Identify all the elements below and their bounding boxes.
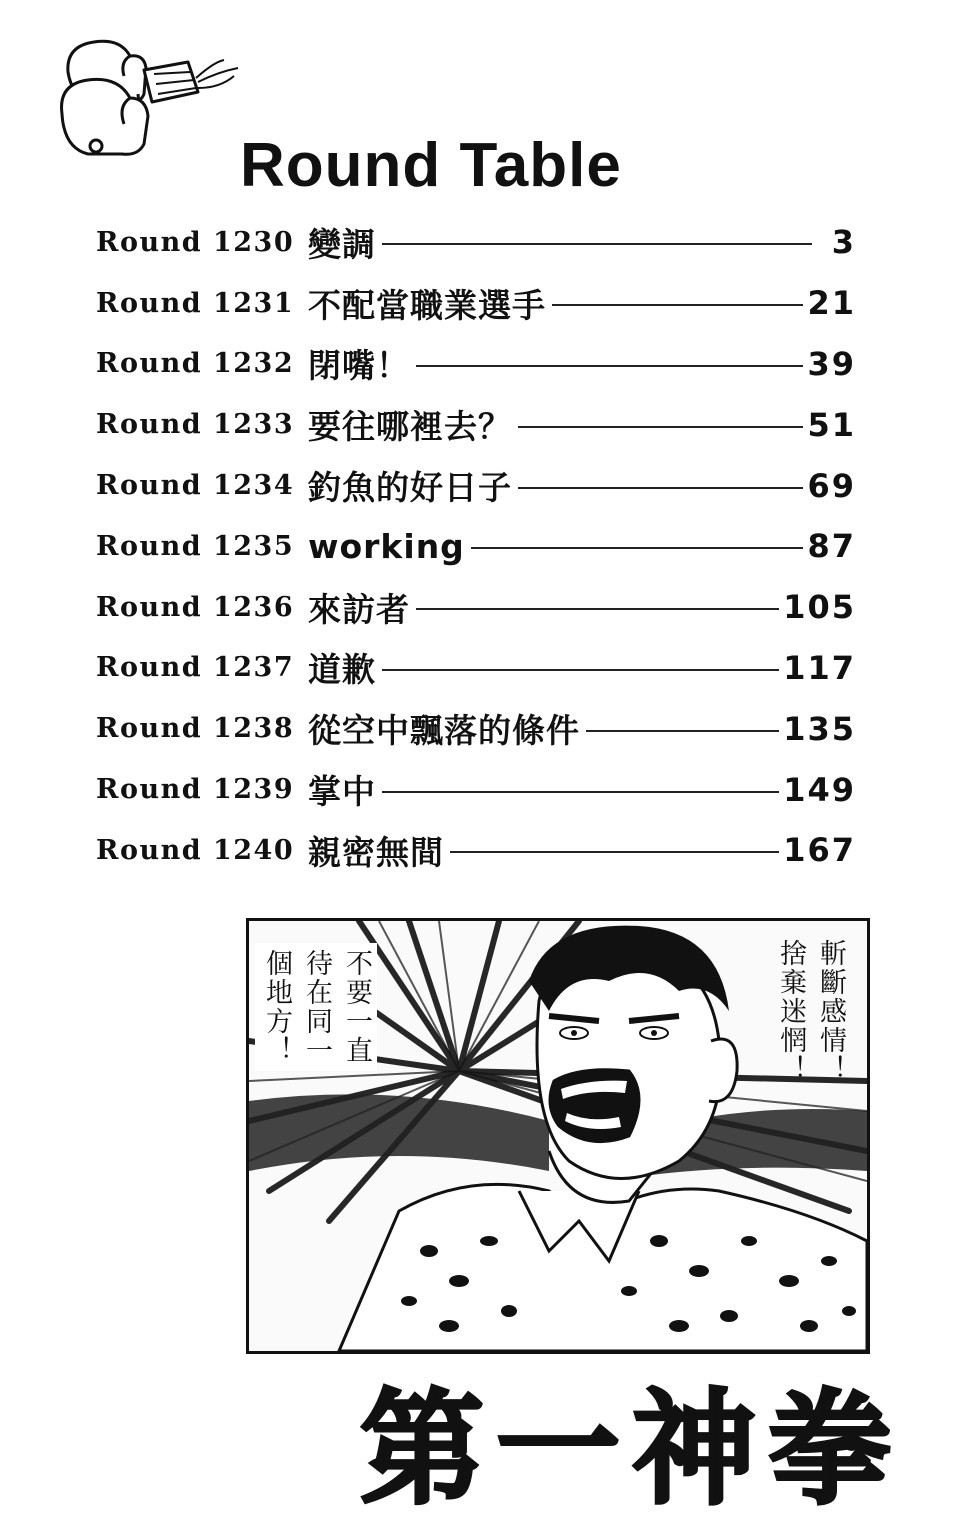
speech-bubble-right xyxy=(769,935,851,1088)
round-number: Round 1236 xyxy=(96,591,295,623)
dot-leader xyxy=(518,487,803,489)
speech-line: 斬斷感情！ xyxy=(815,939,846,1084)
chapter-title: 變調 xyxy=(308,224,376,264)
toc-row xyxy=(96,820,856,881)
chapter-title: 掌中 xyxy=(308,772,376,812)
dot-leader xyxy=(586,730,779,732)
chapter-title: 不配當職業選手 xyxy=(308,285,546,325)
round-number: Round 1235 xyxy=(96,530,295,562)
chapter-title: 從空中飄落的條件 xyxy=(308,711,580,751)
page-number: 3 xyxy=(831,223,856,262)
page-number: 149 xyxy=(783,770,856,809)
dot-leader xyxy=(450,851,779,853)
round-number: Round 1233 xyxy=(96,409,295,441)
page-number: 117 xyxy=(783,648,856,687)
page-number: 167 xyxy=(783,831,856,870)
round-number: Round 1234 xyxy=(96,470,295,502)
round-number: Round 1237 xyxy=(96,652,295,684)
toc-row xyxy=(96,273,856,334)
dot-leader xyxy=(382,243,812,245)
toc-row xyxy=(96,577,856,638)
round-number: Round 1231 xyxy=(96,287,295,319)
dot-leader xyxy=(382,669,779,671)
round-number: Round 1230 xyxy=(96,226,295,258)
speech-line: 個地方！ xyxy=(261,949,292,1065)
page-number: 135 xyxy=(783,709,856,748)
page-number: 87 xyxy=(807,527,856,566)
chapter-title: 閉嘴！ xyxy=(308,346,410,386)
speech-line: 待在同一 xyxy=(301,949,332,1065)
toc-row xyxy=(96,759,856,820)
chapter-title: 要往哪裡去？ xyxy=(308,407,512,447)
chapter-title: 親密無間 xyxy=(308,832,444,872)
page-number: 105 xyxy=(783,588,856,627)
chapter-title: working xyxy=(308,526,465,566)
manga-panel xyxy=(246,918,870,1354)
toc-row xyxy=(96,334,856,395)
round-number: Round 1232 xyxy=(96,348,295,380)
speech-line: 不要一直 xyxy=(341,949,372,1065)
dot-leader xyxy=(416,608,779,610)
speech-bubble-left xyxy=(255,943,377,1071)
toc-row xyxy=(96,455,856,516)
toc-row xyxy=(96,394,856,455)
toc-row xyxy=(96,212,856,273)
chapter-title: 釣魚的好日子 xyxy=(308,468,512,508)
toc-row xyxy=(96,638,856,699)
dot-leader xyxy=(416,365,803,367)
chapter-title: 道歉 xyxy=(308,650,376,690)
round-number: Round 1238 xyxy=(96,713,295,745)
page-number: 39 xyxy=(807,344,856,383)
boxing-gloves-icon xyxy=(48,32,248,172)
toc-row xyxy=(96,516,856,577)
page-title: Round Table xyxy=(240,131,622,200)
round-number: Round 1240 xyxy=(96,834,295,866)
page-number: 69 xyxy=(807,466,856,505)
dot-leader xyxy=(471,547,804,549)
page-number: 51 xyxy=(807,405,856,444)
series-logo: 第一神拳 xyxy=(360,1377,905,1522)
dot-leader xyxy=(382,791,779,793)
toc-row xyxy=(96,698,856,759)
dot-leader xyxy=(552,304,803,306)
round-number: Round 1239 xyxy=(96,774,295,806)
table-of-contents xyxy=(96,212,856,881)
chapter-title: 來訪者 xyxy=(308,589,410,629)
speech-line: 捨棄迷惘！ xyxy=(775,939,806,1084)
page-number: 21 xyxy=(807,284,856,323)
dot-leader xyxy=(518,426,803,428)
